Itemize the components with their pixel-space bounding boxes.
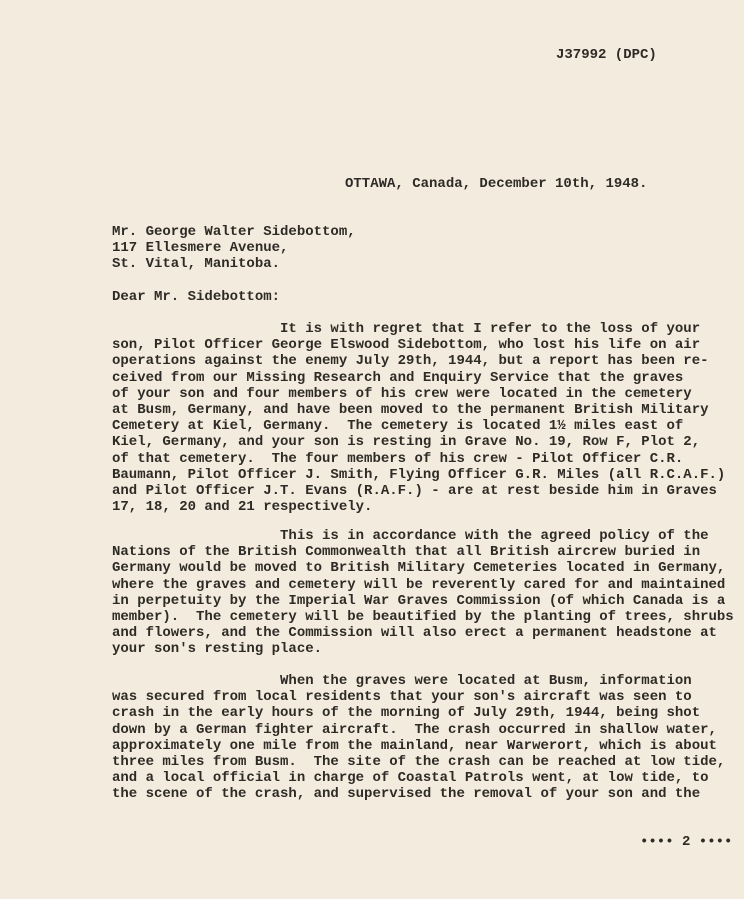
- paragraph-1: [112, 321, 725, 515]
- paragraph-line: Baumann, Pilot Officer J. Smith, Flying Officer G.R. Miles (all R.C.A.F.): [112, 466, 726, 483]
- paragraph-line: in perpetuity by the Imperial War Graves Commission (of which Canada is a: [112, 592, 726, 609]
- dateline: OTTAWA, Canada, December 10th, 1948.: [345, 176, 648, 192]
- paragraph-line: where the graves and cemetery will be reverently cared for and maintained: [112, 576, 726, 593]
- address-block: [112, 224, 356, 273]
- paragraph-line: was secured from local residents that your son's aircraft was seen to: [112, 689, 692, 706]
- paragraph-line: of that cemetery. The four members of his crew - Pilot Officer C.R.: [112, 450, 684, 467]
- paragraph-line: Germany would be moved to British Military Cemeteries located in Germany,: [112, 560, 726, 577]
- paragraph-line: down by a German fighter aircraft. The crash occurred in shallow water,: [112, 721, 717, 738]
- paragraph-2: [112, 528, 734, 658]
- paragraph-line: three miles from Busm. The site of the crash can be reached at low tide,: [112, 753, 726, 770]
- paragraph-line: 17, 18, 20 and 21 respectively.: [112, 499, 373, 516]
- paragraph-line: and flowers, and the Commission will also erect a permanent headstone at: [112, 625, 717, 642]
- address-line: St. Vital, Manitoba.: [112, 256, 281, 273]
- paragraph-line: Nations of the British Commonwealth that all British aircrew buried in: [112, 544, 701, 561]
- paragraph-line: the scene of the crash, and supervised the removal of your son and the: [112, 786, 701, 803]
- paragraph-line: Kiel, Germany, and your son is resting in Grave No. 19, Row F, Plot 2,: [112, 434, 701, 451]
- paragraph-line: It is with regret that I refer to the loss of your: [112, 321, 701, 337]
- address-line: Mr. George Walter Sidebottom,: [112, 224, 356, 240]
- paragraph-line: member). The cemetery will be beautified by the planting of trees, shrubs: [112, 608, 734, 625]
- page-marker: •••• 2 ••••: [640, 834, 733, 850]
- paragraph-line: and a local official in charge of Coastal Patrols went, at low tide, to: [112, 770, 709, 787]
- salutation: Dear Mr. Sidebottom:: [112, 289, 281, 305]
- paragraph-line: crash in the early hours of the morning of July 29th, 1944, being shot: [112, 705, 701, 722]
- paragraph-line: your son's resting place.: [112, 641, 323, 658]
- paragraph-line: of your son and four members of his crew were located in the cemetery: [112, 385, 692, 402]
- paragraph-line: son, Pilot Officer George Elswood Sidebottom, who lost his life on air: [112, 337, 701, 354]
- paragraph-3: [112, 673, 725, 803]
- paragraph-line: Cemetery at Kiel, Germany. The cemetery is located 1½ miles east of: [112, 418, 684, 435]
- paragraph-line: This is in accordance with the agreed policy of the: [112, 528, 709, 544]
- address-line: 117 Ellesmere Avenue,: [112, 240, 289, 257]
- paragraph-line: approximately one mile from the mainland, near Warwerort, which is about: [112, 737, 717, 754]
- paragraph-line: When the graves were located at Busm, information: [112, 673, 692, 689]
- paragraph-line: and Pilot Officer J.T. Evans (R.A.F.) - are at rest beside him in Graves: [112, 482, 717, 499]
- paragraph-line: operations against the enemy July 29th, 1944, but a report has been re-: [112, 353, 709, 370]
- paragraph-line: ceived from our Missing Research and Enquiry Service that the graves: [112, 369, 684, 386]
- paragraph-line: at Busm, Germany, and have been moved to the permanent British Military: [112, 401, 709, 418]
- reference-number: J37992 (DPC): [556, 47, 657, 63]
